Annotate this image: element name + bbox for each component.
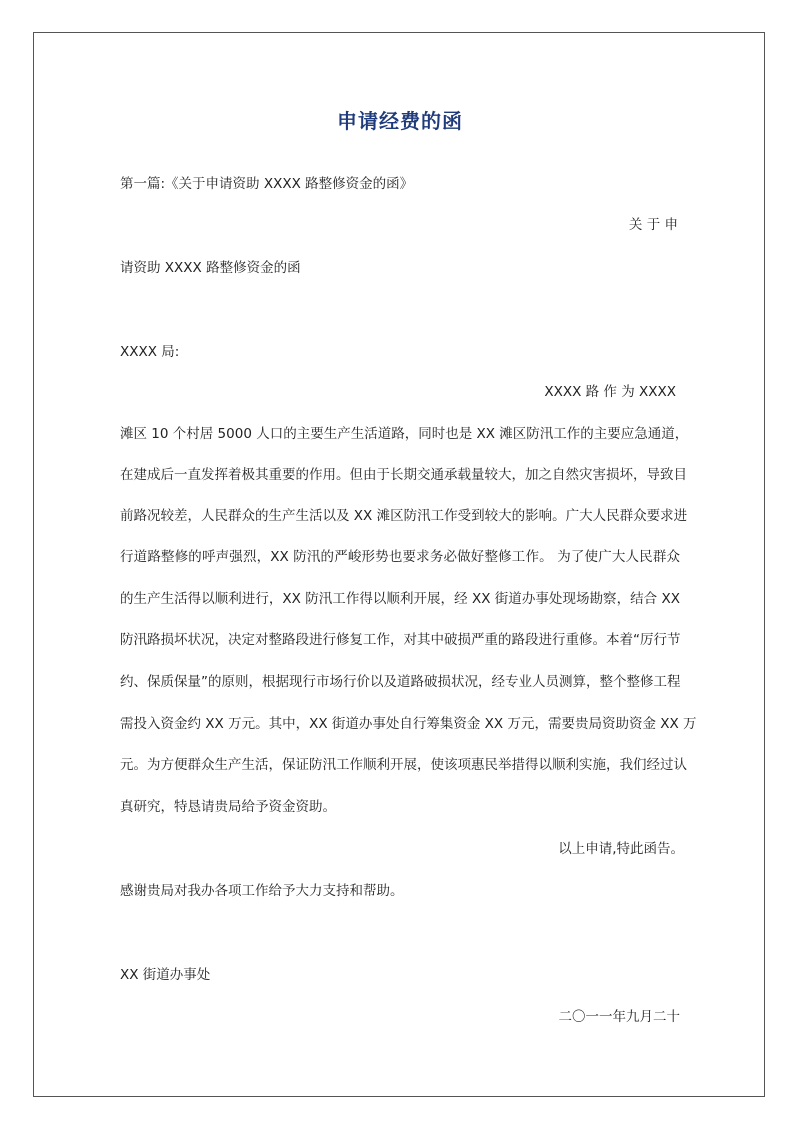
- body-line: 约、保质保量”的原则，根据现行市场行价以及道路破损状况，经专业人员测算，整个整修工程: [120, 674, 681, 690]
- thanks-line: 感谢贵局对我办各项工作给予大力支持和帮助。: [120, 883, 404, 899]
- body-line: 行道路整修的呼声强烈，XX 防汛的严峻形势也要求务必做好整修工作。 为了使广大人民群众: [120, 549, 680, 565]
- document-subtitle: 第一篇:《关于申请资助 XXXX 路整修资金的函》: [120, 176, 414, 192]
- closing-request: 以上申请,特此函告。: [558, 841, 684, 857]
- body-line: 滩区 10 个村居 5000 人口的主要生产生活道路，同时也是 XX 滩区防汛工作的主要应急通道，: [120, 426, 689, 442]
- salutation: XXXX 局:: [120, 344, 180, 360]
- body-last-line: 真研究，特恳请贵局给予资金资助。: [120, 799, 336, 815]
- heading-right-fragment: 关 于 申: [628, 217, 678, 233]
- body-first-line: XXXX 路 作 为 XXXX: [544, 384, 676, 400]
- body-line: 元。为方便群众生产生活，保证防汛工作顺利开展，使该项惠民举措得以顺利实施，我们经过认: [120, 757, 687, 773]
- body-line: 在建成后一直发挥着极其重要的作用。但由于长期交通承载量较大，加之自然灾害损坏，导致目: [120, 467, 687, 483]
- body-line: 前路况较差，人民群众的生产生活以及 XX 滩区防汛工作受到较大的影响。广大人民群众要求进: [120, 508, 688, 524]
- sender: XX 街道办事处: [120, 967, 211, 983]
- document-title: 申请经费的函: [337, 109, 463, 133]
- body-line: 防汛路损坏状况，决定对整路段进行修复工作，对其中破损严重的路段进行重修。本着“厉行节: [120, 632, 681, 648]
- date: 二〇一一年九月二十: [558, 1009, 680, 1025]
- body-line: 的生产生活得以顺利进行，XX 防汛工作得以顺利开展，经 XX 街道办事处现场勘察，结合 XX: [120, 591, 680, 607]
- heading-left-fragment: 请资助 XXXX 路整修资金的函: [120, 260, 301, 276]
- body-line: 需投入资金约 XX 万元。其中，XX 街道办事处自行筹集资金 XX 万元，需要贵局资助资金 XX 万: [120, 716, 697, 732]
